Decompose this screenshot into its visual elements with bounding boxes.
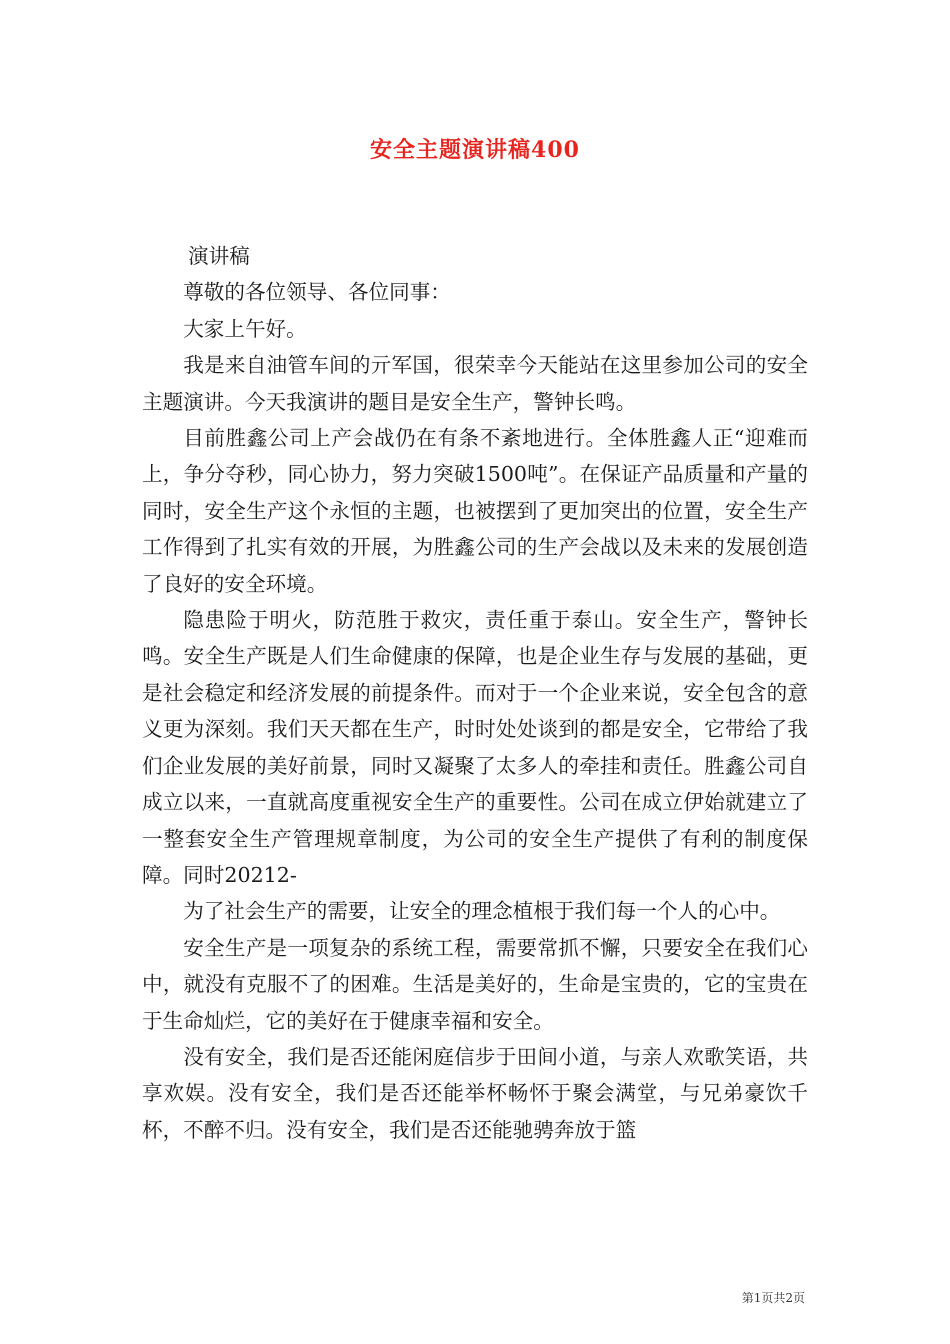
paragraph: 没有安全，我们是否还能闲庭信步于田间小道，与亲人欢歌笑语，共享欢娱。没有安全，我们是否还能举杯畅怀于聚会满堂，与兄弟豪饮千杯，不醉不归。没有安全，我们是否还能驰骋奔放于篮 [142, 1044, 808, 1142]
paragraph: 为了社会生产的需要，让安全的理念植根于我们每一个人的心中。 [183, 899, 781, 924]
document-body [142, 238, 808, 1148]
paragraph: 我是来自油管车间的亓军国，很荣幸今天能站在这里参加公司的安全主题演讲。今天我演讲的题目是安全生产，警钟长鸣。 [142, 353, 808, 414]
greeting: 大家上午好。 [183, 316, 307, 341]
salutation: 尊敬的各位领导、各位同事： [183, 280, 451, 305]
document-title: 安全主题演讲稿400 [370, 137, 580, 163]
speech-label: 演讲稿 [188, 244, 250, 268]
paragraph: 目前胜鑫公司上产会战仍在有条不紊地进行。全体胜鑫人正“迎难而上，争分夺秒，同心协力，努力突破1500吨”。在保证产品质量和产量的同时，安全生产这个永恒的主题，也被摆到了更加突出的位置，安全生产工作得到了扎实有效的开展，为胜鑫公司的生产会战以及未来的发展创造了良好的安全环境。 [142, 426, 808, 596]
paragraph: 隐患险于明火，防范胜于救灾，责任重于泰山。安全生产，警钟长鸣。安全生产既是人们生命健康的保障，也是企业生存与发展的基础，更是社会稳定和经济发展的前提条件。而对于一个企业来说，安全包含的意义更为深刻。我们天天都在生产，时时处处谈到的都是安全，它带给了我们企业发展的美好前景，同时又凝聚了太多人的牵挂和责任。胜鑫公司自成立以来，一直就高度重视安全生产的重要性。公司在成立伊始就建立了一整套安全生产管理规章制度，为公司的安全生产提供了有利的制度保障。同时20212- [142, 608, 808, 887]
page-number: 第1页共2页 [741, 1291, 805, 1305]
paragraph: 安全生产是一项复杂的系统工程，需要常抓不懈，只要安全在我们心中，就没有克服不了的困难。生活是美好的，生命是宝贵的，它的宝贵在于生命灿烂，它的美好在于健康幸福和安全。 [142, 935, 808, 1033]
